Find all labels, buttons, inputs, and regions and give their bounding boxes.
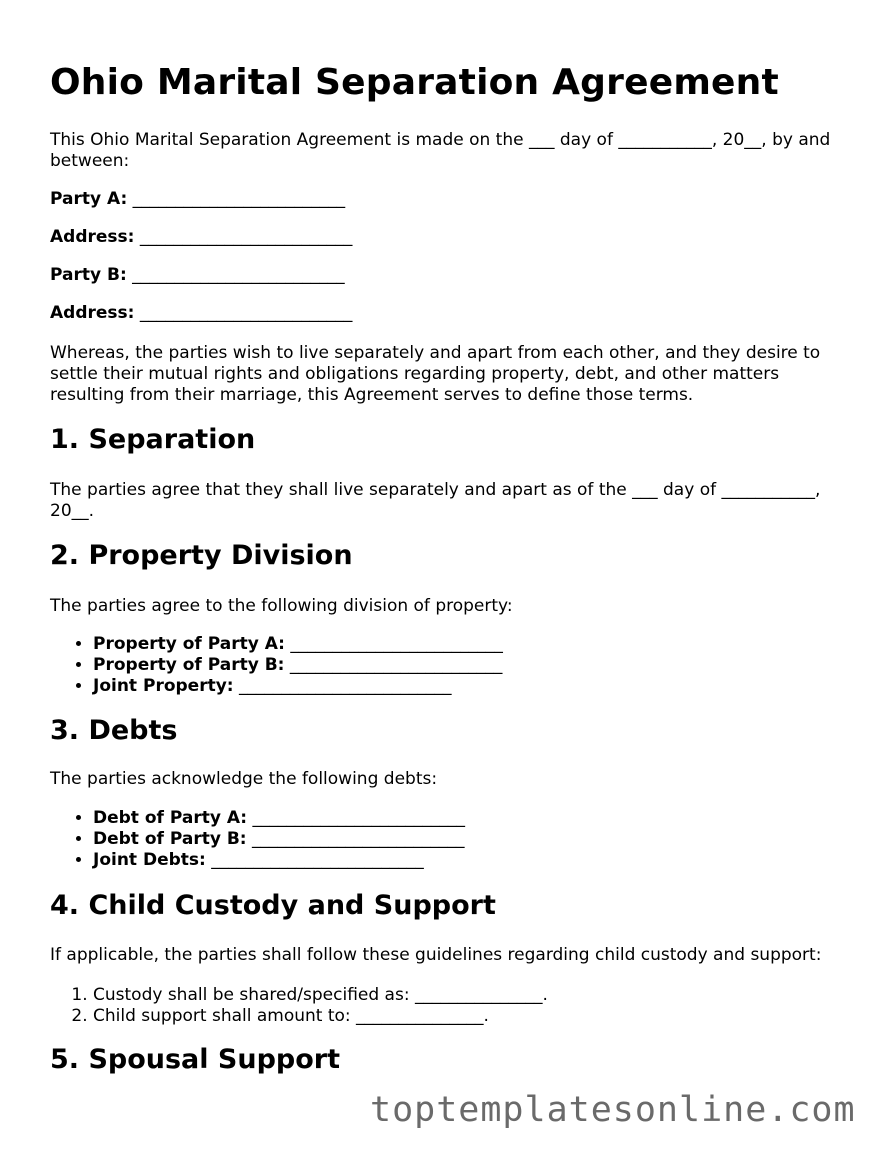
joint-debts-blank[interactable]: _________________________ (211, 850, 424, 870)
list-item (93, 829, 465, 850)
party-a-field (50, 189, 345, 210)
joint-debts-label: Joint Debts: (93, 850, 206, 870)
page-title: Ohio Marital Separation Agreement (50, 62, 779, 103)
debts-list (50, 808, 465, 871)
watermark: toptemplatesonline.com (370, 1090, 856, 1130)
section-separation-text: The parties agree that they shall live separately and apart as of the ___ day of ___________, 20__. (50, 480, 821, 521)
property-a-blank[interactable]: _________________________ (290, 634, 503, 654)
property-list (50, 634, 503, 697)
property-b-label: Property of Party B: (93, 655, 285, 675)
whereas-paragraph: Whereas, the parties wish to live separately and apart from each other, and they desire to settle their mutual rights and obligations regarding property, debt, and other matters resulting from their marriage, this Agreement serves to define those terms. (50, 343, 821, 405)
list-item: 2. Child support shall amount to: _______________. (93, 1006, 548, 1027)
list-item (93, 634, 503, 655)
party-a-blank[interactable]: _________________________ (132, 189, 346, 209)
party-b-address-label: Address: (50, 303, 135, 323)
list-item (93, 655, 503, 676)
debt-b-label: Debt of Party B: (93, 829, 247, 849)
party-b-label: Party B: (50, 265, 127, 285)
custody-list (50, 985, 548, 1027)
section-property-heading: 2. Property Division (50, 540, 353, 571)
section-debts-text: The parties acknowledge the following debts: (50, 769, 438, 789)
party-a-address-blank[interactable]: _________________________ (139, 227, 353, 247)
section-property-text: The parties agree to the following division of property: (50, 596, 513, 616)
property-a-label: Property of Party A: (93, 634, 285, 654)
property-b-blank[interactable]: _________________________ (289, 655, 503, 675)
list-item (93, 808, 465, 829)
intro-paragraph: This Ohio Marital Separation Agreement is made on the ___ day of ___________, 20__, by and between: (50, 130, 831, 171)
debt-b-blank[interactable]: _________________________ (252, 829, 465, 849)
list-item (93, 850, 465, 871)
debt-a-blank[interactable]: _________________________ (252, 808, 466, 828)
section-separation-heading: 1. Separation (50, 424, 256, 455)
list-item (93, 676, 503, 697)
joint-property-blank[interactable]: _________________________ (239, 676, 452, 696)
section-debts-heading: 3. Debts (50, 715, 178, 746)
joint-property-label: Joint Property: (93, 676, 234, 696)
party-b-address-field (50, 303, 352, 324)
party-b-field (50, 265, 345, 286)
section-custody-heading: 4. Child Custody and Support (50, 890, 496, 921)
party-a-label: Party A: (50, 189, 128, 209)
party-a-address-field (50, 227, 352, 248)
party-b-blank[interactable]: _________________________ (132, 265, 345, 285)
party-b-address-blank[interactable]: _________________________ (139, 303, 353, 323)
section-custody-text: If applicable, the parties shall follow these guidelines regarding child custody and support: (50, 945, 822, 965)
list-item: 1. Custody shall be shared/specified as: _______________. (93, 985, 548, 1006)
debt-a-label: Debt of Party A: (93, 808, 248, 828)
party-a-address-label: Address: (50, 227, 135, 247)
section-spousal-heading: 5. Spousal Support (50, 1044, 341, 1075)
